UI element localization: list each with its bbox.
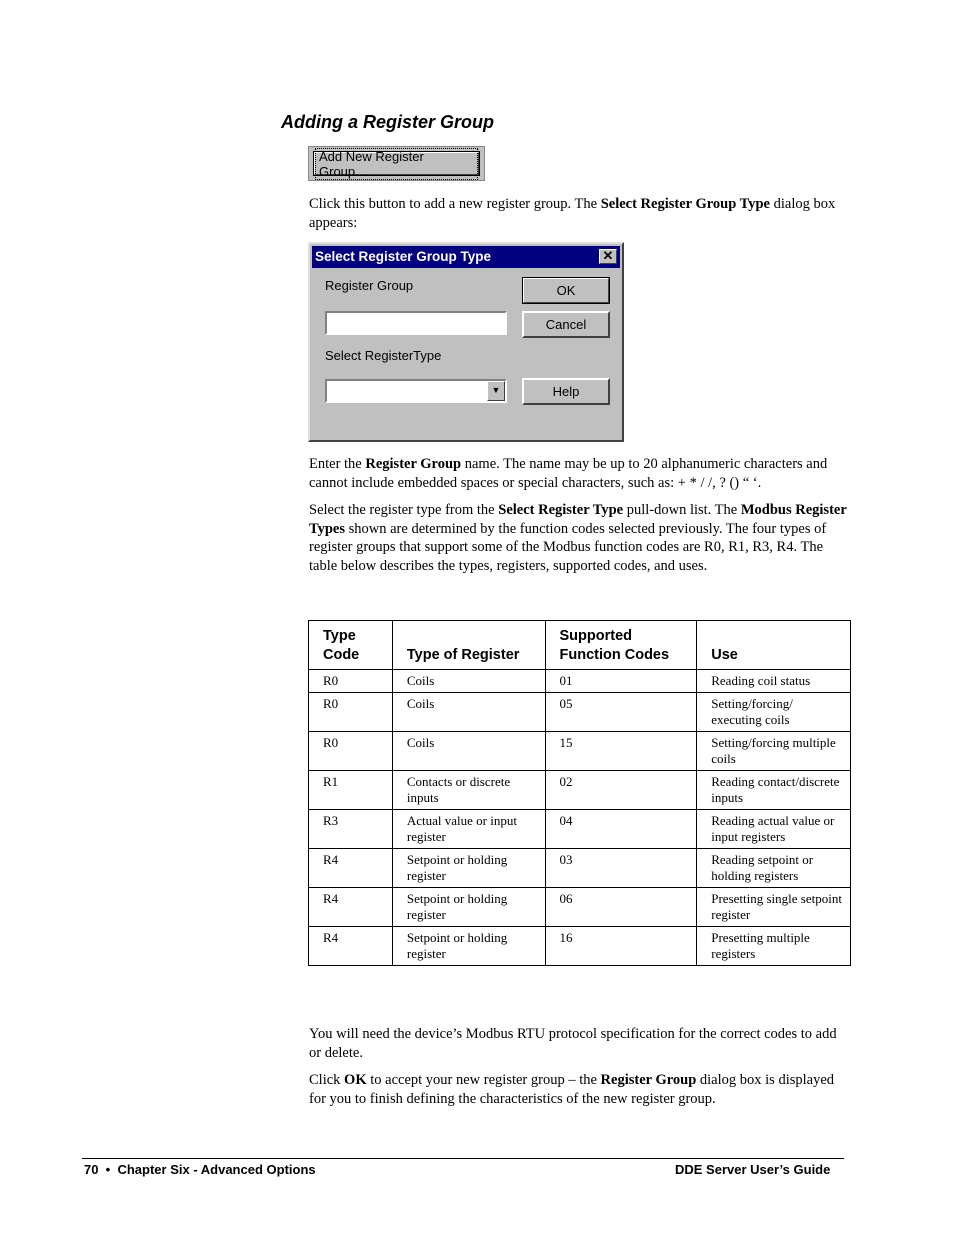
dialog-title: Select Register Group Type — [315, 249, 492, 264]
register-group-input[interactable] — [325, 311, 507, 335]
cell-function-code: 04 — [545, 809, 697, 848]
table-row — [309, 926, 851, 965]
header-type-of-register: Type of Register — [392, 621, 545, 670]
cell-function-code: 06 — [545, 887, 697, 926]
cell-use: Presetting multiple registers — [697, 926, 851, 965]
footer-divider — [82, 1158, 844, 1159]
cell-function-code: 16 — [545, 926, 697, 965]
dialog-titlebar — [312, 246, 620, 268]
close-icon[interactable]: ✕ — [599, 249, 617, 264]
cell-use: Reading coil status — [697, 670, 851, 693]
cell-use: Reading contact/discrete inputs — [697, 770, 851, 809]
cell-type-code: R0 — [309, 731, 393, 770]
cell-function-code: 15 — [545, 731, 697, 770]
table-row — [309, 848, 851, 887]
header-type-code: Type Code — [309, 621, 393, 670]
ok-button[interactable]: OK — [522, 277, 610, 304]
register-group-label: Register Group — [325, 278, 414, 293]
cell-type-code: R4 — [309, 848, 393, 887]
header-use: Use — [697, 621, 851, 670]
register-type-paragraph: Select the register type from the Select Register Type pull-down list. The Modbus Register Types shown are determined by the function codes selected previously. The four types of register groups that support some of the Modbus function codes are R0, R1, R3, R4. The table below describes the types, registers, supported codes, and uses. — [309, 502, 847, 574]
add-new-register-group-button[interactable] — [313, 148, 480, 179]
table-header-row — [309, 621, 851, 670]
table-row — [309, 809, 851, 848]
cell-type-of-register: Coils — [392, 670, 545, 693]
cell-type-code: R4 — [309, 887, 393, 926]
select-register-type-label: Select RegisterType — [325, 348, 442, 363]
header-supported-function-codes: Supported Function Codes — [545, 621, 697, 670]
cell-type-of-register: Setpoint or holding register — [392, 926, 545, 965]
cell-type-of-register: Coils — [392, 692, 545, 731]
cell-type-code: R1 — [309, 770, 393, 809]
cell-type-code: R0 — [309, 692, 393, 731]
intro-paragraph: Click this button to add a new register group. The Select Register Group Type dialog box appears: — [309, 196, 836, 231]
cell-type-of-register: Setpoint or holding register — [392, 848, 545, 887]
cell-type-code: R0 — [309, 670, 393, 693]
cell-type-of-register: Contacts or discrete inputs — [392, 770, 545, 809]
cell-function-code: 02 — [545, 770, 697, 809]
add-button-screenshot — [308, 146, 485, 181]
register-group-name-paragraph: Enter the Register Group name. The name may be up to 20 alphanumeric characters and cannot include embedded spaces or special characters, such as: + * / /, ? () “ ‘. — [309, 456, 828, 491]
cell-type-of-register: Setpoint or holding register — [392, 887, 545, 926]
cell-use: Presetting single setpoint register — [697, 887, 851, 926]
cell-use: Reading setpoint or holding registers — [697, 848, 851, 887]
table-row — [309, 670, 851, 693]
cell-function-code: 03 — [545, 848, 697, 887]
cell-type-of-register: Actual value or input register — [392, 809, 545, 848]
footer-guide-title: DDE Server User’s Guide — [675, 1162, 831, 1177]
cell-function-code: 05 — [545, 692, 697, 731]
chevron-down-icon[interactable]: ▼ — [487, 381, 505, 401]
modbus-spec-paragraph: You will need the device’s Modbus RTU protocol specification for the correct codes to add or delete. — [309, 1026, 837, 1061]
cancel-button[interactable]: Cancel — [522, 311, 610, 338]
cell-use: Setting/forcing multiple coils — [697, 731, 851, 770]
cell-type-code: R4 — [309, 926, 393, 965]
table-row — [309, 770, 851, 809]
help-button[interactable]: Help — [522, 378, 610, 405]
cell-use: Reading actual value or input registers — [697, 809, 851, 848]
footer-page-chapter: 70 • Chapter Six - Advanced Options — [84, 1162, 316, 1177]
cell-type-of-register: Coils — [392, 731, 545, 770]
cell-type-code: R3 — [309, 809, 393, 848]
register-type-dropdown[interactable] — [325, 379, 507, 403]
click-ok-paragraph: Click OK to accept your new register group – the Register Group dialog box is displayed for you to finish defining the characteristics of the new register group. — [309, 1072, 835, 1107]
cell-function-code: 01 — [545, 670, 697, 693]
section-heading: Adding a Register Group — [281, 112, 495, 132]
add-button-label: Add New Register Group... — [315, 148, 478, 180]
table-row — [309, 692, 851, 731]
select-register-group-type-dialog — [308, 242, 624, 442]
register-types-table — [308, 620, 851, 966]
table-row — [309, 731, 851, 770]
table-row — [309, 887, 851, 926]
cell-use: Setting/forcing/ executing coils — [697, 692, 851, 731]
